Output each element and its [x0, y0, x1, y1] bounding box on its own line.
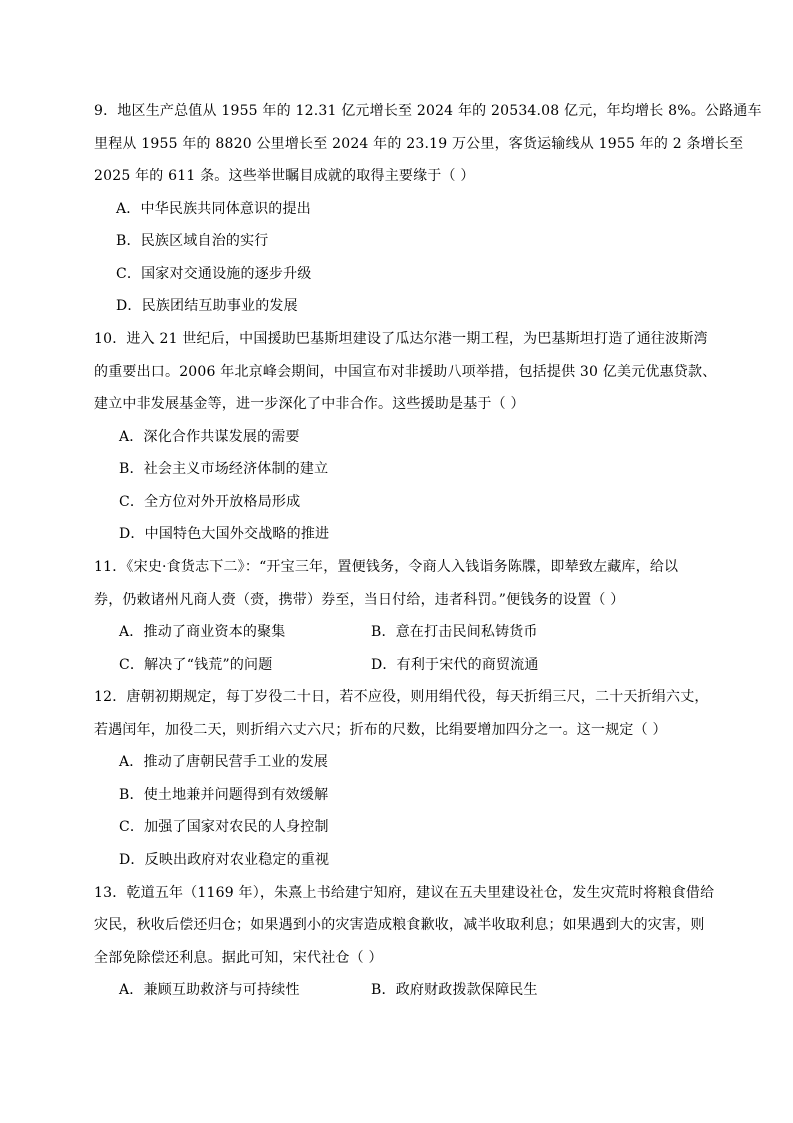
question-11-stem-line-2: 券，仍敕诸州凡商人赍（赍，携带）券至，当日付给，违者科罚。”便钱务的设置（ ） — [94, 592, 625, 608]
question-9-stem-line-3: 2025 年的 611 条。这些举世瞩目成就的取得主要缘于（ ） — [94, 168, 475, 184]
question-10-option-d[interactable]: D．中国特色大国外交战略的推进 — [119, 526, 330, 542]
question-9-option-c[interactable]: C．国家对交通设施的逐步升级 — [116, 266, 312, 282]
question-11-option-c[interactable]: C．解决了“钱荒”的问题 — [119, 657, 273, 673]
question-11-stem-line-1: 11．《宋史·食货志下二》：“开宝三年，置便钱务，令商人入钱诣务陈牒，即辇致左藏库，给以 — [94, 559, 679, 575]
question-10-option-c[interactable]: C．全方位对外开放格局形成 — [119, 494, 301, 510]
question-9-option-a[interactable]: A．中华民族共同体意识的提出 — [116, 201, 311, 217]
question-11-option-d[interactable]: D．有利于宋代的商贸流通 — [371, 657, 539, 673]
question-12-option-a[interactable]: A．推动了唐朝民营手工业的发展 — [119, 754, 329, 770]
question-13-stem-line-3: 全部免除偿还利息。据此可知，宋代社仓（ ） — [94, 950, 383, 966]
question-12-option-b[interactable]: B．使土地兼并问题得到有效缓解 — [119, 787, 329, 803]
question-12-stem-line-2: 若遇闰年，加役二天，则折绢六丈六尺；折布的尺数，比绢要增加四分之一。这一规定（ ） — [94, 722, 667, 738]
question-12-option-d[interactable]: D．反映出政府对农业稳定的重视 — [119, 852, 330, 868]
question-11-option-a[interactable]: A．推动了商业资本的聚集 — [119, 624, 286, 640]
question-11-option-b[interactable]: B．意在打击民间私铸货币 — [371, 624, 538, 640]
question-13-stem-line-1: 13．乾道五年（1169 年），朱熹上书给建宁知府，建议在五夫里建设社仓，发生灾荒时将粮食借给 — [94, 885, 715, 901]
question-12-option-c[interactable]: C．加强了国家对农民的人身控制 — [119, 819, 329, 835]
question-12-stem-line-1: 12．唐朝初期规定，每丁岁役二十日，若不应役，则用绢代役，每天折绢三尺，二十天折绢六丈， — [94, 689, 709, 705]
question-13-option-a[interactable]: A．兼顾互助救济与可持续性 — [119, 982, 300, 998]
question-13-option-b[interactable]: B．政府财政拨款保障民生 — [371, 982, 538, 998]
question-9-stem-line-1: 9．地区生产总值从 1955 年的 12.31 亿元增长至 2024 年的 20534.08 亿元，年均增长 8%。公路通车 — [94, 103, 762, 119]
question-10-option-a[interactable]: A．深化合作共谋发展的需要 — [119, 429, 300, 445]
question-10-option-b[interactable]: B．社会主义市场经济体制的建立 — [119, 461, 329, 477]
question-10-stem-line-3: 建立中非发展基金等，进一步深化了中非合作。这些援助是基于（ ） — [94, 396, 525, 412]
question-10-stem-line-1: 10．进入 21 世纪后，中国援助巴基斯坦建设了瓜达尔港一期工程，为巴基斯坦打造了通往波斯湾 — [94, 331, 708, 347]
question-9-option-b[interactable]: B．民族区域自治的实行 — [116, 233, 269, 249]
question-13-stem-line-2: 灾民，秋收后偿还归仓；如果遇到小的灾害造成粮食歉收，减半收取利息；如果遇到大的灾害，则 — [94, 917, 705, 933]
question-9-stem-line-2: 里程从 1955 年的 8820 公里增长至 2024 年的 23.19 万公里，客货运输线从 1955 年的 2 条增长至 — [94, 136, 744, 152]
question-10-stem-line-2: 的重要出口。2006 年北京峰会期间，中国宣布对非援助八项举措，包括提供 30 亿美元优惠贷款、 — [94, 364, 717, 380]
question-9-option-d[interactable]: D．民族团结互助事业的发展 — [116, 298, 298, 314]
